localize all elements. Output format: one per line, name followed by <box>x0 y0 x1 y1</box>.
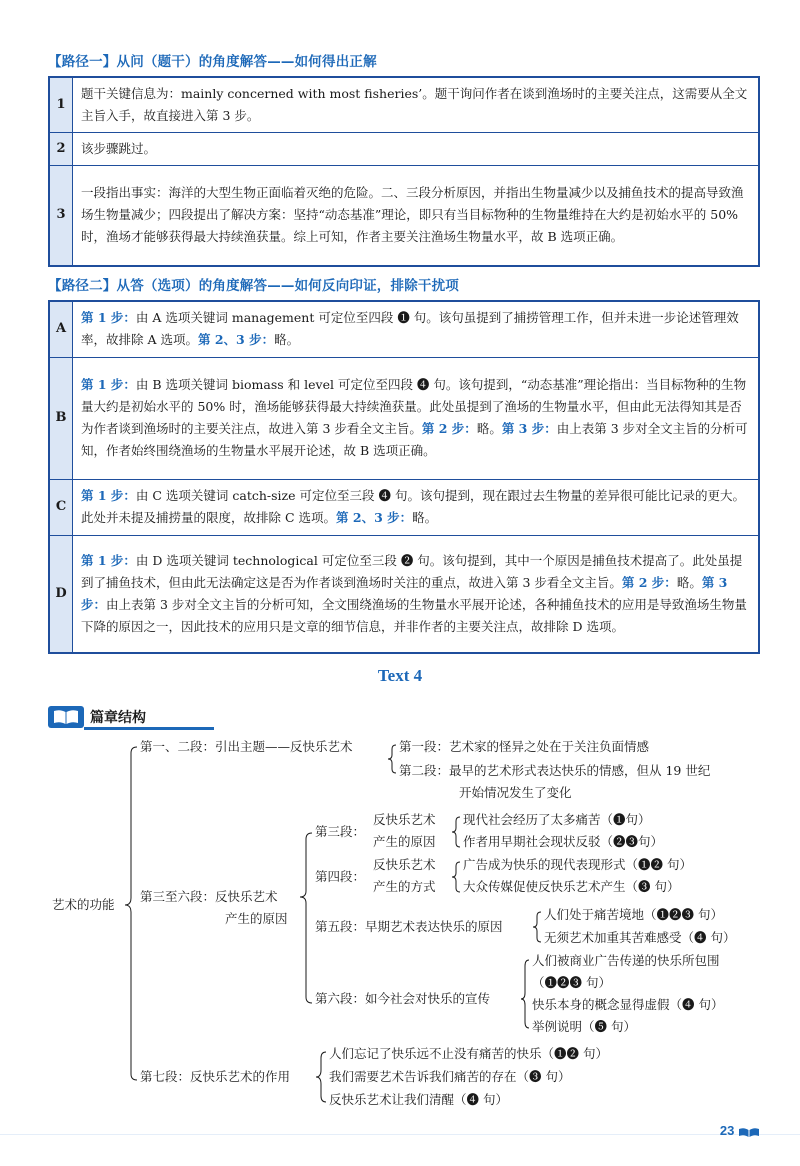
p3-label: 第三段： <box>315 824 366 839</box>
p4-child: 广告成为快乐的现代表现形式（❶❷ 句） <box>463 857 692 872</box>
step-label: 第 3 步： <box>81 574 728 612</box>
row-label: 2 <box>49 133 73 166</box>
row-text-segment: 略。 <box>676 574 702 590</box>
row-text-segment: 略。 <box>476 421 502 436</box>
p7-child: 我们需要艺术告诉我们痛苦的存在（❸ 句） <box>329 1069 571 1084</box>
p7-child: 反快乐艺术让我们清醒（❹ 句） <box>329 1092 508 1107</box>
row-label: D <box>49 535 73 653</box>
p6-child: 举例说明（❺ 句） <box>532 1019 636 1034</box>
row-text-segment: 由 D 选项关键词 technological 可定位至三段 ❷ 句。该句提到，其中一个原因是捕鱼技术提高了。此处虽提到了捕鱼技术，但由此无法确定这是否为作者谈到渔场时关注的重点，故进入第 3 步看全文主旨。 <box>81 552 743 590</box>
p7-node: 第七段：反快乐艺术的作用 <box>140 1069 291 1084</box>
row-label: A <box>49 301 73 357</box>
row-text-segment: 由上表第 3 步对全文主旨的分析可知，全文围绕渔场的生物量水平展开论述，各种捕鱼技术的应用是导致渔场生物量下降的原因之一，因此技术的应用只是文章的细节信息，并非作者的主要关注点，故排除 D 选项。 <box>81 596 747 634</box>
page-number-text: 23 <box>719 1123 735 1138</box>
p12-brace <box>388 745 396 773</box>
step-label: 第 2 步： <box>421 421 477 436</box>
p36-brace <box>300 833 312 1003</box>
book-icon <box>738 1126 760 1138</box>
step-label: 第 1 步： <box>81 488 136 503</box>
root-brace <box>125 747 137 1080</box>
p6-child: 快乐本身的概念显得虚假（❹ 句） <box>532 997 724 1012</box>
p6-child-cont: （❶❷❸ 句） <box>532 975 611 990</box>
step-label: 第 1 步： <box>81 552 136 568</box>
row-label: B <box>49 357 73 479</box>
p4-brace <box>452 862 460 892</box>
path2-title: 【路径二】从答（选项）的角度解答——如何反向印证，排除干扰项 <box>48 278 459 294</box>
row-text-segment: 由 A 选项关键词 management 可定位至四段 ❶ 句。该句虽提到了捕捞管理工作，但并未进一步论述管理效率，故排除 A 选项。 <box>81 310 739 348</box>
p6-node: 第六段：如今社会对快乐的宣传 <box>315 991 491 1006</box>
p3-child: 作者用早期社会现状反驳（❷❸句） <box>463 834 664 849</box>
step-label: 第 3 步： <box>501 421 557 436</box>
p3-node: 反快乐艺术 <box>373 812 436 827</box>
section-title: 篇章结构 <box>90 710 146 726</box>
p4-child: 大众传媒促使反快乐艺术产生（❸ 句） <box>463 879 680 894</box>
p1-node: 第一段：艺术家的怪异之处在于关注负面情感 <box>399 739 650 754</box>
p12-node: 第一、二段：引出主题——反快乐艺术 <box>140 739 353 754</box>
p36-node-cont: 产生的原因 <box>225 911 288 926</box>
p4-node-cont: 产生的方式 <box>373 879 436 894</box>
row-text-segment: 略。 <box>412 510 438 525</box>
row-text: 一段指出事实：海洋的大型生物正面临着灭绝的危险。二、三段分析原因，并指出生物量减少以及捕鱼技术的提高导致渔场生物量减少；四段提出了解决方案：坚持“动态基准”理论，即只有当目标物种的生物量维持在大约是初始水平的 50% 时，渔场才能够获得最大持续渔获量。综上可知，作者主要关注渔场生物量水平，故 B 选项正确。 <box>73 166 760 266</box>
p3-node-cont: 产生的原因 <box>373 834 436 849</box>
text4-heading: Text 4 <box>377 666 423 685</box>
p2-node-cont: 开始情况发生了变化 <box>459 785 572 800</box>
p6-child: 人们被商业广告传递的快乐所包围 <box>532 953 720 968</box>
row-label: C <box>49 479 73 535</box>
page-footer-line <box>0 1134 800 1135</box>
root-node: 艺术的功能 <box>52 897 115 912</box>
p3-child: 现代社会经历了太多痛苦（❶句） <box>463 812 651 827</box>
p4-node: 反快乐艺术 <box>373 857 436 872</box>
p2-node: 第二段：最早的艺术形式表达快乐的情感，但从 19 世纪 <box>399 763 711 778</box>
row-text-segment: 由上表第 3 步对全文主旨的分析可知，作者始终围绕渔场的生物量水平展开论述，故 B 选项正确。 <box>81 421 748 458</box>
step-label: 第 1 步： <box>81 377 136 392</box>
p7-child: 人们忘记了快乐远不止没有痛苦的快乐（❶❷ 句） <box>329 1046 608 1061</box>
row-text-segment: 略。 <box>274 332 300 348</box>
step-label: 第 2 步： <box>621 574 677 590</box>
row-label: 3 <box>49 166 73 266</box>
p36-node: 第三至六段：反快乐艺术 <box>140 889 278 904</box>
row-text: 题干关键信息为：mainly concerned with most fisheries’。题干询问作者在谈到渔场时的主要关注点，这需要从全文主旨入手，故直接进入第 3 步。 <box>73 77 760 133</box>
p5-node: 第五段：早期艺术表达快乐的原因 <box>315 919 503 934</box>
p7-brace <box>316 1052 326 1102</box>
page-number <box>720 1123 760 1138</box>
p4-label: 第四段： <box>315 869 366 884</box>
p6-brace <box>521 960 529 1028</box>
p5-brace <box>533 912 541 942</box>
row-text: 该步骤跳过。 <box>73 133 760 166</box>
p5-child: 无须艺术加重其苦难感受（❹ 句） <box>544 930 736 945</box>
p5-child: 人们处于痛苦境地（❶❷❸ 句） <box>544 907 723 922</box>
row-text-segment: 由 B 选项关键词 biomass 和 level 可定位至四段 ❹ 句。该句提到，“动态基准”理论指出：当目标物种的生物量大约是初始水平的 50% 时，渔场能够获得最大持续渔获量。此处虽提到了渔场的生物量水平，但由此无法得知其是否为作者谈到渔场时的主要关注点，故进入第 3 步看全文主旨。 <box>81 377 747 436</box>
row-text-segment: 由 C 选项关键词 catch-size 可定位至三段 ❹ 句。该句提到，现在跟过去生物量的差异很可能比记录的更大。此处并未提及捕捞量的限度，故排除 C 选项。 <box>81 488 745 525</box>
step-label: 第 1 步： <box>81 310 136 326</box>
path1-title: 【路径一】从问（题干）的角度解答——如何得出正解 <box>48 54 377 70</box>
step-label: 第 2、3 步： <box>197 332 275 348</box>
row-label: 1 <box>49 77 73 133</box>
p3-brace <box>452 817 460 847</box>
step-label: 第 2、3 步： <box>336 510 413 525</box>
